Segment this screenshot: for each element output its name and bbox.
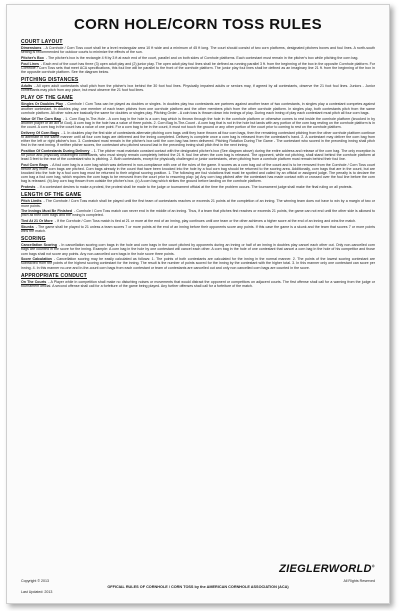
zieglerworld-logo <box>279 563 375 575</box>
registered-mark: ® <box>371 563 375 569</box>
rule-subheading: Foul Corn Bags <box>21 162 48 167</box>
rules-body <box>21 39 375 288</box>
section-heading: COURT LAYOUT <box>21 39 63 45</box>
rule-subheading: The Innings Must Be Finished <box>21 209 73 214</box>
copyright-text: Copyright © 2013 <box>21 579 50 583</box>
rule-text: - Each end of the court has three (3) open adult play and (2) junior play. The open adult play foul lines shall be defined as running parallel 3 ft. from the beginning of the box in the opposite Cornhole platform. For Cornhole / Corn Toss sets that meet ACA specifications, this foul line will be parallel to the front of the cornhole platform. The junior play foul lines shall be defined as an imaginary line 21 ft. from the beginning of the box in the opposite cornhole platform. See the diagram below. <box>21 61 375 74</box>
rule-paragraph <box>21 185 375 189</box>
rule-subheading: Singles Or Doubles Play <box>21 102 63 107</box>
section-heading: PITCHING DISTANCES <box>21 77 79 84</box>
rule-subheading: Delivery Of Corn Bags <box>21 130 60 135</box>
rules-poster <box>6 4 390 604</box>
rule-paragraph <box>21 163 375 184</box>
rule-paragraph <box>21 225 375 233</box>
rule-text: - 1. Corn Bag In-The-Hole - A corn bag in the hole is a corn bag which is thrown through the hole in the cornhole platform or otherwise comes to rest inside the cornhole platform (knocked in by another player or an act of God). A corn bag in the hole has a value of three points. 2. Corn Bag In-The-Count - A corn bag that is not in the hole but lands with any portion of the corn bag resting on the cornhole platform is in the count. A corn bag in the count has a value of one point. For a corn bag to be in the count, it must not touch the ground or any other portion of the court prior to coming to rest on the cornhole platform. <box>21 116 375 129</box>
rule-text: - 1. In doubles play the first side of contestants alternate pitching corn bags until they have thrown all four corn bags, then the remaining contestant pitching from the other cornhole platform continue to alternate in the same manner until all four corn bags are delivered and the inning completed. Delivery is complete once a corn bag is released from the contestant's hand. 2. A contestant may deliver the corn bag from either the left or right pitcher's box. 3. Contestant must remain in the pitcher's box until the corn bag has been delivered. Pitching Rotation During The Game - The contestant who scored in the preceding inning shall pitch first in the next inning. If neither pitcher scores, the contestant who pitched second last in the preceding inning shall pitch first in the next inning. <box>21 130 375 148</box>
rule-subheading: Dimensions <box>21 46 42 50</box>
rule-paragraph <box>21 219 375 223</box>
rule-paragraph <box>21 243 375 255</box>
rule-subheading: Value Of The Corn Bag <box>21 116 61 121</box>
rule-paragraph <box>21 131 375 148</box>
rule-text: - Cornhole / Corn Toss can be played as doubles or singles. In doubles play two contestants are partners against another team of two contestants, in singles play a contestant competes against another contestant. In doubles play, one member of each team pitches from one cornhole platform and the other members pitch from the other cornhole platform. In singles play, both contestants pitch from the same cornhole platform. All other rules are basically the same for doubles or singles play. Pitching Order - A coin toss is thrown down into innings of play. During each inning of play each contestant must pitch all four corn bags. <box>21 102 375 115</box>
rule-paragraph <box>21 117 375 129</box>
rule-subheading: Adults <box>21 84 33 89</box>
rule-subheading: Protests <box>21 185 36 190</box>
rule-paragraph <box>21 62 375 74</box>
rule-paragraph <box>21 257 375 269</box>
rule-subheading: On The Courts <box>21 279 47 284</box>
poster-title: CORN HOLE/CORN TOSS RULES <box>73 16 323 33</box>
rule-subheading: Position Of Contestants During Delivery <box>21 148 90 153</box>
rule-paragraph <box>21 199 375 207</box>
rule-text: - All open adult contestants shall pitch from the pitcher's box behind the 30 foot foul lines. Physically impaired adults or seniors may, if agreed by all contestants, observe the 21 foot foul lines. Juniors - Junior contestants may pitch from any place, but must observe the 21 foot foul lines. <box>21 84 375 93</box>
poster-footer <box>21 563 375 597</box>
rule-subheading: Foul Lines <box>21 61 39 66</box>
rule-text: - In cancellation scoring corn bags in the hole and corn bags in the count pitched by opponents during an inning or half of an inning in doubles play cancel each other out. Only non-cancelled corn bags are counted in the score for the inning. Example: A corn bag in the hole by one contestant will cancel each other. A corn bag in the hole of one contestant that cancel a corn bag in the hole of his competitor and those corn bags shall not score any points. Any non-cancelled corn bags in the hole score three points. <box>21 243 375 256</box>
section-heading: LENGTH OF THE GAME <box>21 192 82 199</box>
rule-subheading: Pitcher's Box <box>21 55 44 60</box>
rule-subheading: Tied At 21 Or More <box>21 219 53 224</box>
rule-text: - The Cornhole / Corn Toss match shall be played until the first team of contestants reaches or exceeds 21 points at the completion of an inning. The winning team does not have to win by a margin of two or more points. <box>21 199 375 208</box>
last-updated-text: Last Updated: 2013 <box>21 590 53 594</box>
rule-subheading: Skunks <box>21 224 34 229</box>
section-heading: PLAY OF THE GAME <box>21 95 74 102</box>
rule-subheading: Score Calculation <box>21 257 52 262</box>
rule-paragraph <box>21 46 375 54</box>
rule-paragraph <box>21 280 375 288</box>
rule-text: - A foul corn bag is a corn bag which was delivered in non-compliance with one of the rules of the game. It scores as a corn bag out of the count and is to be removed from the Cornhole / Corn Toss court before any more corn bags are pitched. Corn bags already in the count that have been knocked into the hole by a foul corn bag should be returned to the scoring area. Additionally, corn bags that are in the count, but are knocked into the hole by a foul corn bag must be returned to their original scoring position. 1. The following are foul violations that must be spotted and called by an official or assigned judge. The penalty is to declare the corn bag a foul corn bag, which requires the corn bags to be removed from the court prior to resuming play: (a) Any corn bag pitched after the contestant has made contact with or crossed over the foul line before the corn bag is released. (b) Any corn bag thrown from outside the pitcher's box. (c) A corn bag which strikes the ground before landing on the cornhole platform. <box>21 162 375 184</box>
rule-text: - If the Cornhole / Corn Toss match is tied at 21 or more at the end of an inning, play continues until one team or the other achieves a higher score at the end of an inning and wins the match. <box>54 219 357 224</box>
rule-paragraph <box>21 56 375 60</box>
rule-text: - A Cornhole / Corn Toss court shall be a level rectangular area 10 ft wide and a minimum of 45 ft long. The court should consist of two corn platforms, designated pitchers boxes and foul lines. A north-south setting is recommended for outdoor courts to minimize the effects of the sun. <box>21 46 375 55</box>
rule-subheading: Cancellation Scoring <box>21 243 57 248</box>
logo-text: ZIEGLERWORLD <box>279 563 372 575</box>
rule-paragraph <box>21 149 375 161</box>
section-heading: SCORING <box>21 236 46 243</box>
rule-text: - Cancellation scoring may be easily calculated as follows: 1. The points of both contestants are calculated for the inning in the normal manner. 2. The points of the lowest scoring contestant are subtracted from the points of the highest scoring contestant for the inning. The result is the number of points scored for the inning by the contestant with the higher total. 3. In this manner only one contestant can score per inning. 4. In this manner no-one and in-the-count corn bags from each contestant or team of contestants are cancelled out and only non cancelled corn bags are counted in the score. <box>21 257 375 270</box>
rule-text: - Cornhole / Corn Toss match can never end in the middle of an inning. Thus, if a team that pitches first reaches or exceeds 21 points, the game can not end until the other side is allowed to pitch all their corn bags and the inning is completed. <box>21 209 375 218</box>
rule-text: - If a contestant desires to make a protest, the protest shall be made to the judge or tournament official at the time the problem occurs. The tournament judge shall make the final ruling on all protests. <box>37 185 353 190</box>
rule-paragraph <box>21 84 375 92</box>
rule-subheading: Pitch Limits <box>21 199 42 204</box>
rights-text: All Rights Reserved <box>343 579 375 583</box>
official-rules-text: OFFICIAL RULES OF CORNHOLE / CORN TOSS by the AMERICAN CORNHOLE ASSOCIATION (ACA) <box>107 585 289 589</box>
rule-text: - 1. The pitcher must maintain constant contact with the designated pitcher's box (See diagram above) during the entire address and release of the corn bag. The only exception is for junior and physically challenged contestants, who must simply remain completely behind the 21 ft. foul line when the corn bag is released. The opponent, while not pitching, shall stand behind the cornhole platform at least 3 feet to the rear of the contestant who is pitching. 2. Both contestants, except for physically challenged or junior contestants, when pitching from a cornhole platform must remain behind their foul line. <box>21 148 375 162</box>
rule-text: - A Player while in competition shall make no disturbing noises or movements that would distract the opponent or competitors on adjacent courts. The first offense shall call for a warning from the judge or tournament official. A second offense shall call for a forfeiture of the game being played. Any further offenses shall call for a forfeiture of the match. <box>21 279 375 288</box>
rule-paragraph <box>21 209 375 217</box>
rule-text: - The pitcher's box is the rectangle 4 ft by 3 ft at each end of the court, parallel and on both sides of Cornhole platforms. Each contestant must remain in the pitcher's box while pitching the corn bag. <box>45 55 359 60</box>
rule-paragraph <box>21 102 375 114</box>
rule-text: - The game shall be played to 21 unless a team scores 7 or more points at the end of an inning before their opponents score any points. If this case the game is a skunk and the team that scores 7 or more points wins the match. <box>21 224 375 234</box>
section-heading: APPROPRIATE CONDUCT <box>21 272 87 279</box>
